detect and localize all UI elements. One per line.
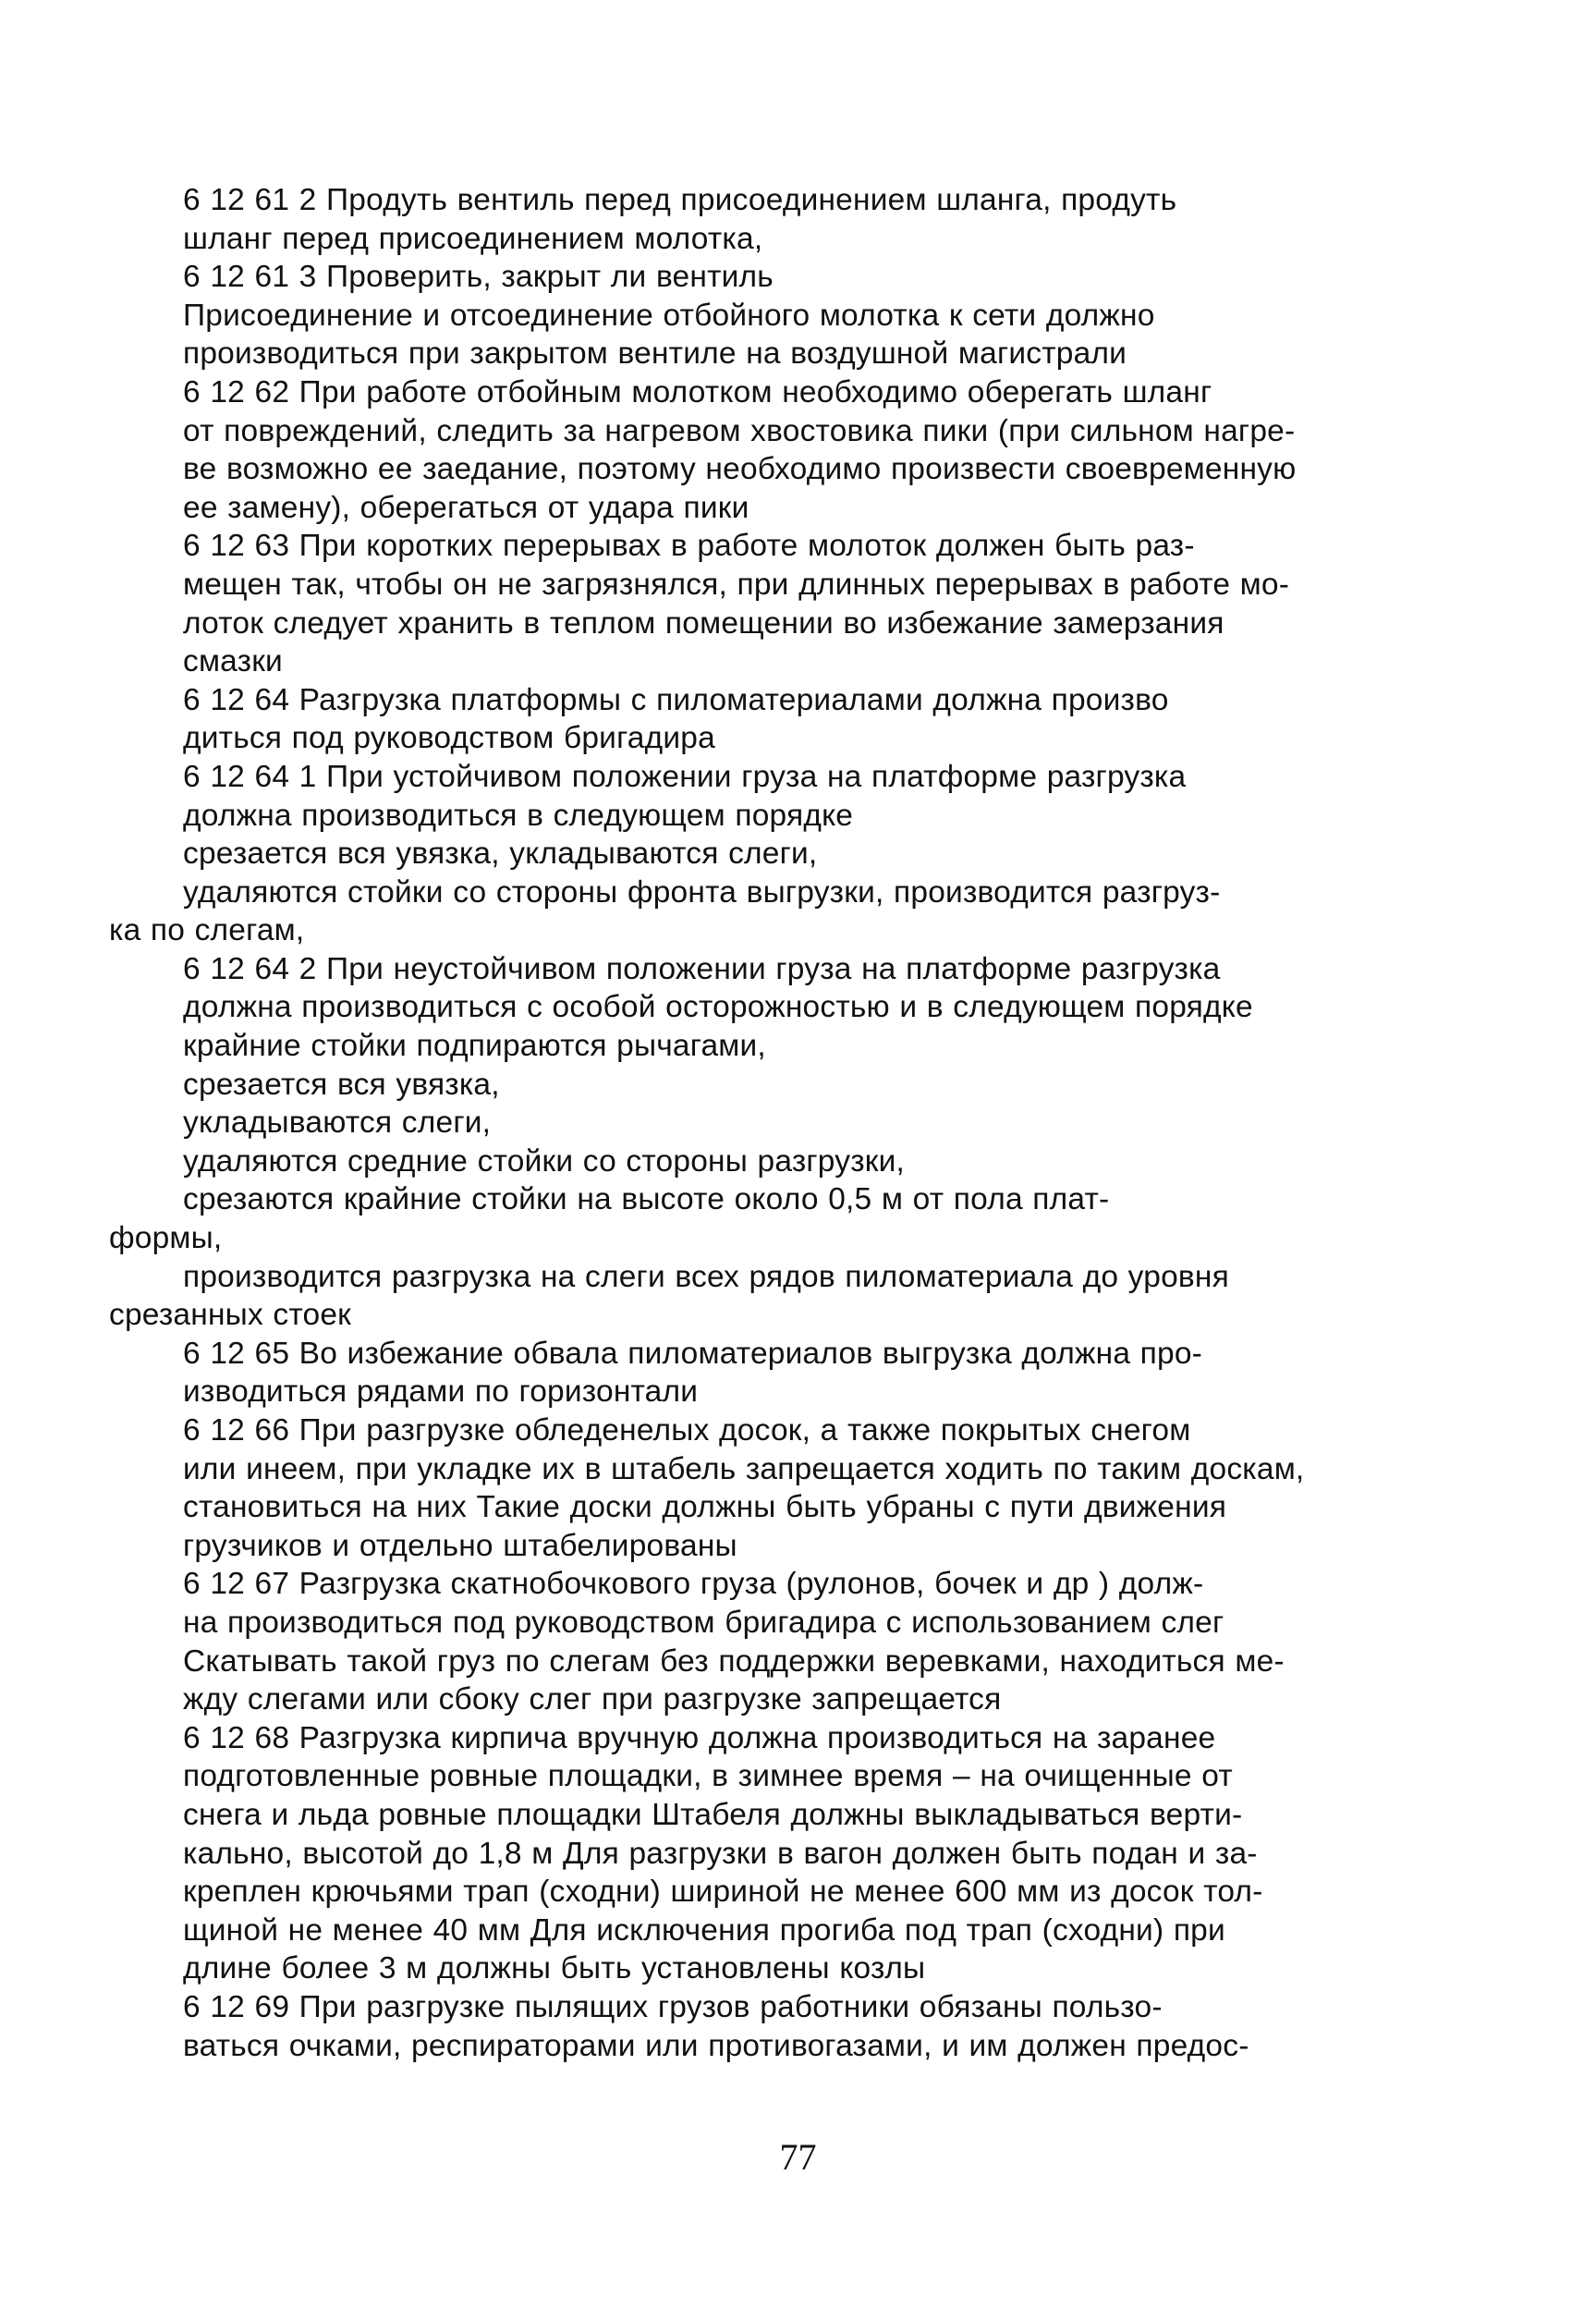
paragraph-p16 [109,1258,1364,1335]
paragraph-p11 [109,1027,1364,1066]
text-line: должна производиться в следующем порядке [183,798,854,833]
paragraph-p14 [109,1142,1364,1181]
paragraph-p18 [109,1411,1364,1565]
text-line: грузчиков и отдельно штабелированы [183,1528,737,1563]
text-line: смазки [183,644,283,679]
text-line: лоток следует хранить в теплом помещении во избежание замерзания [183,605,1224,641]
paragraph-p3 [109,297,1364,373]
text-line: подготовленные ровные площадки, в зимнее время – на очищенные от [183,1759,1233,1794]
text-line: ваться очками, респираторами или противогазами, и им должен предос- [183,2028,1249,2063]
text-line: удаляются средние стойки со стороны разгрузки, [183,1143,906,1179]
text-line: 6 12 61 2 Продуть вентиль перед присоединением шланга, продуть [183,183,1177,217]
text-line: срезаются крайние стойки на высоте около 0,5 м от пола плат- [183,1182,1110,1217]
paragraph-p15 [109,1180,1364,1257]
document-page [109,181,1364,2065]
text-line: креплен крючьями трап (сходни) шириной не менее 600 мм из досок тол- [183,1875,1263,1910]
text-line: ве возможно ее заедание, поэтому необходимо произвести своевременную [183,452,1297,487]
text-line: 6 12 64 Разгрузка платформы с пиломатериалами должна произво [183,682,1169,717]
paragraph-p7 [109,758,1364,835]
text-line: 6 12 63 При коротких перерывах в работе молоток должен быть раз- [183,529,1195,564]
text-line: укладываются слеги, [183,1106,492,1141]
text-line: Скатывать такой груз по слегам без поддержки веревками, находиться ме- [183,1643,1285,1679]
text-line: кально, высотой до 1,8 м Для разгрузки в вагон должен быть подан и за- [183,1836,1258,1871]
paragraph-p13 [109,1104,1364,1142]
paragraph-p4 [109,373,1364,527]
text-line: изводиться рядами по горизонтали [183,1374,699,1410]
text-line: 6 12 69 При разгрузке пылящих грузов работники обязаны пользо- [183,1989,1163,2024]
paragraph-p8 [109,835,1364,874]
paragraph-p9 [109,874,1364,950]
text-line: мещен так, чтобы он не загрязнялся, при длинных перерывах в работе мо- [183,567,1290,602]
text-line: ее замену), оберегаться от удара пики [183,490,749,525]
paragraph-p1 [109,181,1364,258]
paragraph-p2 [109,258,1364,297]
paragraph-p12 [109,1066,1364,1105]
text-line: длине более 3 м должны быть установлены козлы [183,1951,926,1986]
text-line: жду слегами или сбоку слег при разгрузке запрещается [183,1682,1002,1717]
text-line: или инеем, при укладке их в штабель запрещается ходить по таким доскам, [183,1451,1305,1486]
text-line: 6 12 66 При разгрузке обледенелых досок, а также покрытых снегом [183,1413,1191,1448]
text-line: щиной не менее 40 мм Для исключения прогиба под трап (сходни) при [183,1912,1225,1948]
text-line: срезается вся увязка, укладываются слеги, [183,837,818,872]
text-line: диться под руководством бригадира [183,721,715,756]
paragraph-p21 [109,1988,1364,2065]
text-line: 6 12 65 Во избежание обвала пиломатериалов выгрузка должна про- [183,1336,1203,1371]
text-line: на производиться под руководством бригадира с использованием слег [183,1605,1224,1640]
text-line: 6 12 64 2 При неустойчивом положении груза на платформе разгрузка [183,951,1221,986]
text-line: становиться на них Такие доски должны быть убраны с пути движения [183,1490,1227,1525]
text-line: 6 12 62 При работе отбойным молотком необходимо оберегать шланг [183,374,1212,409]
text-line: снега и льда ровные площадки Штабеля должны выкладываться верти- [183,1797,1243,1832]
text-line: производится разгрузка на слеги всех рядов пиломатериала до уровня [183,1259,1229,1294]
text-line: 6 12 67 Разгрузка скатнобочкового груза (рулонов, бочек и др ) долж- [183,1567,1204,1602]
text-line: ка по слегам, [109,913,305,948]
text-line: крайние стойки подпираются рычагами, [183,1029,766,1064]
text-line: срезанных стоек [109,1298,352,1333]
text-line: 6 12 64 1 При устойчивом положении груза на платформе разгрузка [183,759,1187,794]
text-line: должна производиться с особой осторожностью и в следующем порядке [183,990,1253,1025]
paragraph-p10 [109,950,1364,1027]
text-line: шланг перед присоединением молотка, [183,221,763,256]
paragraph-p5 [109,527,1364,680]
text-line: удаляются стойки со стороны фронта выгрузки, производится разгруз- [183,874,1221,910]
paragraph-p6 [109,681,1364,758]
text-line: формы, [109,1221,223,1256]
text-line: от повреждений, следить за нагревом хвостовика пики (при сильном нагре- [183,413,1296,448]
text-line: 6 12 61 3 Проверить, закрыт ли вентиль [183,260,774,295]
text-line: производиться при закрытом вентиле на воздушной магистрали [183,336,1127,372]
paragraph-p20 [109,1719,1364,1988]
text-line: Присоединение и отсоединение отбойного молотка к сети должно [183,298,1155,333]
page-number: 77 [779,2136,817,2178]
text-line: 6 12 68 Разгрузка кирпича вручную должна производиться на заранее [183,1720,1216,1755]
paragraph-p17 [109,1335,1364,1411]
paragraph-p19 [109,1565,1364,1718]
text-line: срезается вся увязка, [183,1067,500,1102]
